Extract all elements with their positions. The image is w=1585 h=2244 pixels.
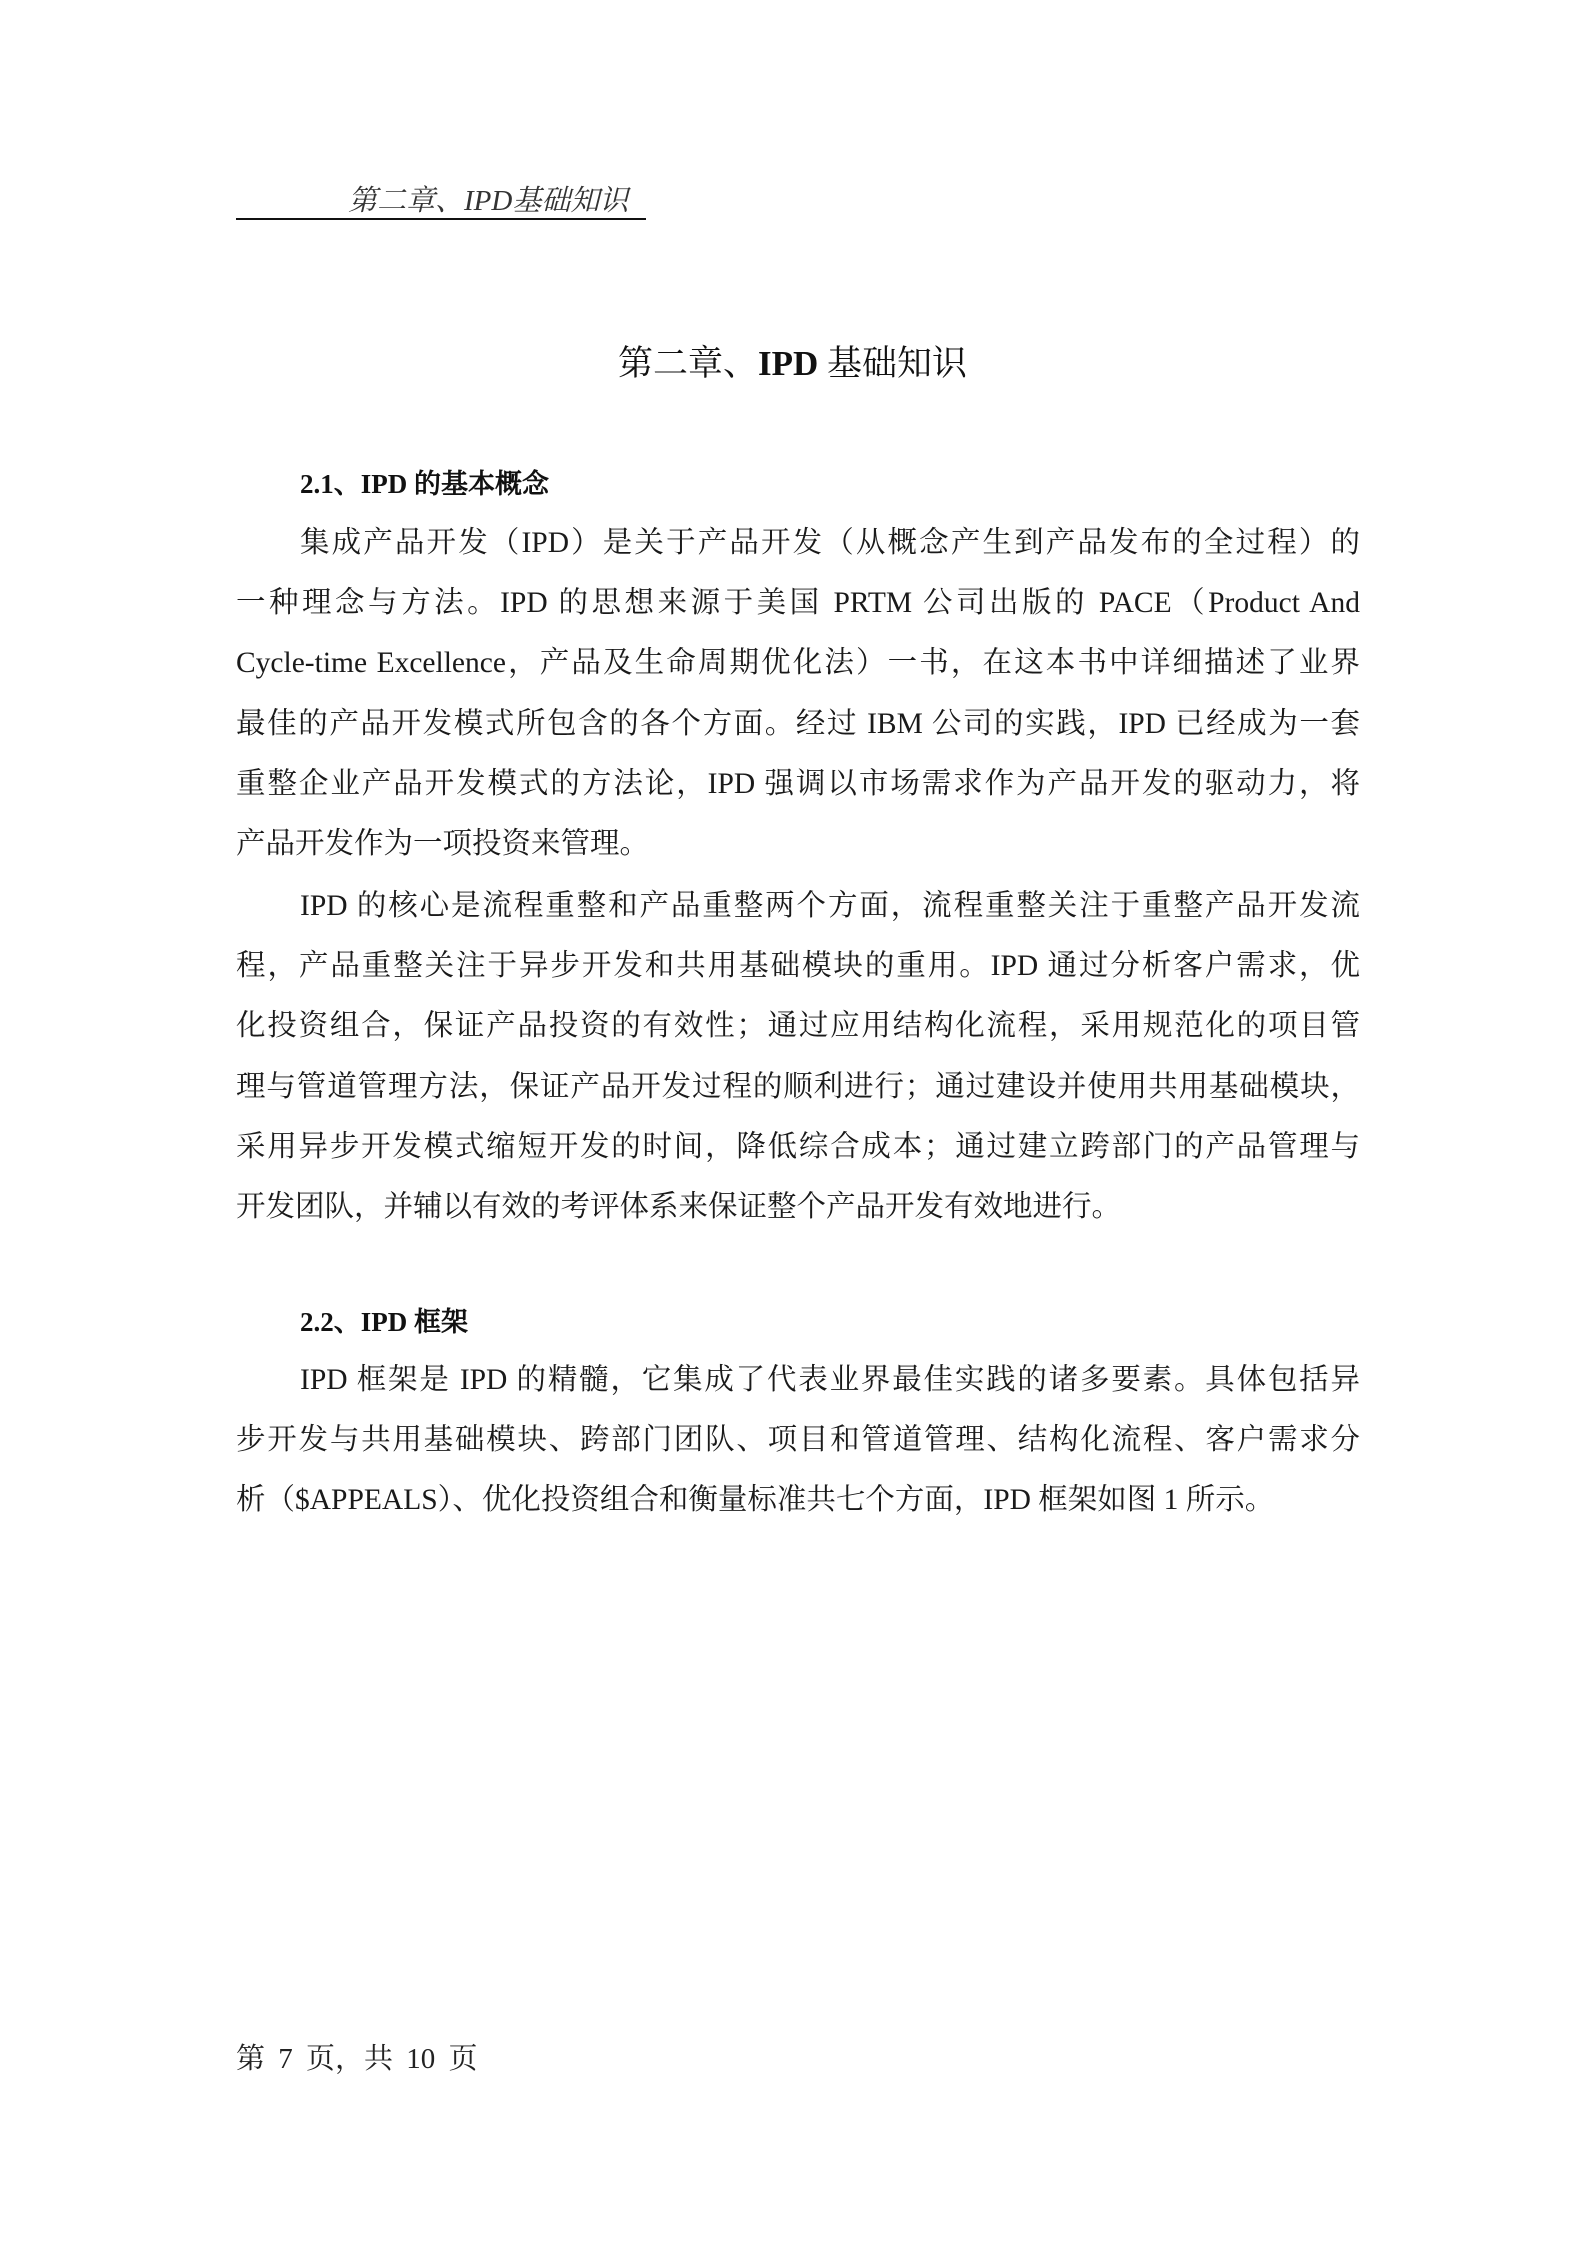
paragraph [236, 876, 1360, 1237]
section-heading-2-1: 2.1、IPD 的基本概念 [300, 469, 549, 499]
chapter-title [0, 336, 1585, 386]
text-line: IPD 框架是 IPD 的精髓，它集成了代表业界最佳实践的诸多要素。具体包括异 [300, 1364, 1360, 1396]
chapter-title-suffix: 基础知识 [818, 344, 968, 383]
page-footer: 第 7 页，共 10 页 [236, 2043, 478, 2075]
text-line: Cycle-time Excellence，产品及生命周期优化法）一书，在这本书中详细描述了业界 [236, 647, 1360, 680]
text-line: 程，产品重整关注于异步开发和共用基础模块的重用。IPD 通过分析客户需求，优 [236, 950, 1360, 983]
text-line: 集成产品开发（IPD）是关于产品开发（从概念产生到产品发布的全过程）的 [300, 527, 1360, 559]
text-line: 重整企业产品开发模式的方法论，IPD 强调以市场需求作为产品开发的驱动力，将 [236, 767, 1360, 800]
section-heading-2-2: 2.2、IPD 框架 [300, 1307, 468, 1337]
text-line: 化投资组合，保证产品投资的有效性；通过应用结构化流程，采用规范化的项目管 [236, 1010, 1360, 1043]
text-line: 一种理念与方法。IPD 的思想来源于美国 PRTM 公司出版的 PACE（Product And [236, 587, 1360, 620]
running-header [236, 178, 646, 220]
text-line: IPD 的核心是流程重整和产品重整两个方面，流程重整关注于重整产品开发流 [300, 890, 1360, 922]
chapter-title-prefix: 第二章、 [617, 344, 758, 383]
text-line: 开发团队，并辅以有效的考评体系来保证整个产品开发有效地进行。 [236, 1191, 1122, 1224]
running-header-text: 第二章、IPD基础知识 [348, 185, 629, 217]
text-line: 析（$APPEALS）、优化投资组合和衡量标准共七个方面，IPD 框架如图 1 所示。 [236, 1484, 1275, 1517]
text-line: 步开发与共用基础模块、跨部门团队、项目和管道管理、结构化流程、客户需求分 [236, 1424, 1360, 1457]
chapter-title-bold: IPD [757, 344, 819, 383]
text-line: 采用异步开发模式缩短开发的时间，降低综合成本；通过建立跨部门的产品管理与 [236, 1130, 1360, 1163]
text-line: 最佳的产品开发模式所包含的各个方面。经过 IBM 公司的实践，IPD 已经成为一套 [236, 707, 1360, 740]
paragraph [236, 1350, 1360, 1531]
paragraph [236, 513, 1360, 874]
text-line: 理与管道管理方法，保证产品开发过程的顺利进行；通过建设并使用共用基础模块， [236, 1070, 1360, 1103]
text-line: 产品开发作为一项投资来管理。 [236, 828, 650, 861]
